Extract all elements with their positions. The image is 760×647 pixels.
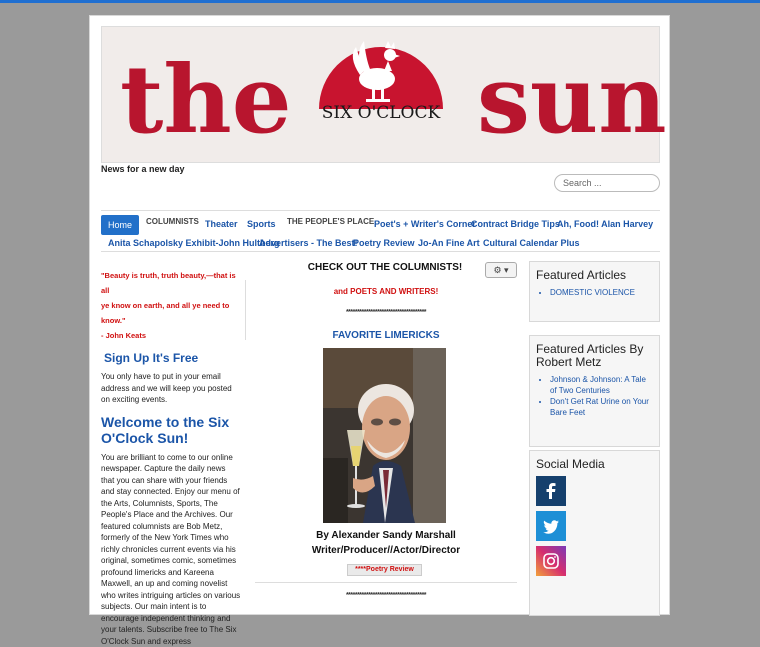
left-sidebar: [101, 268, 241, 616]
metz-articles-title: Featured Articles By Robert Metz: [536, 343, 653, 369]
asterisk-divider: ************************************: [255, 309, 517, 316]
asterisk-divider-bottom: ************************************: [255, 592, 517, 599]
welcome-text: You are brilliant to come to our online newspaper. Capture the daily news that you can share with your friends and stay connected. Enjoy our menu of the Arts, Columnists, Sports, The People's Place and the Archives. Our featured columnists are Bob Metz, formerly of the New York Times who richly chronicles current events via his original, sometimes comic, sometimes profound limericks and Kareena Maxwell, an up and coming novelist who writes intriguing articles on various subjects. Our main intent is to encourage independent thinking and your talents. Subscribe free to The Six O'Clock Sun and express: [101, 452, 241, 647]
facebook-icon[interactable]: [536, 476, 566, 506]
keats-quote: [101, 268, 241, 343]
browser-top-accent: [0, 0, 760, 3]
instagram-icon[interactable]: [536, 546, 566, 576]
author-byline: [255, 528, 517, 558]
banner-six-oclock: SIX O'CLOCK: [322, 103, 441, 123]
menu-jo-an-fine-art[interactable]: Jo-An Fine Art: [418, 238, 480, 248]
quote-line: ye know on earth, and all ye need to: [101, 298, 241, 313]
menu-sports[interactable]: Sports: [247, 219, 276, 229]
banner-word-right: sun: [477, 45, 667, 155]
limericks-link[interactable]: FAVORITE LIMERICKS: [255, 330, 517, 341]
quote-author: - John Keats: [101, 328, 241, 343]
menu-columnists[interactable]: COLUMNISTS: [146, 217, 199, 226]
main-menu: [101, 210, 660, 252]
chevron-down-icon: ▾: [504, 265, 509, 275]
poets-writers-link[interactable]: and POETS AND WRITERS!: [255, 287, 517, 296]
menu-poetry-review[interactable]: Poetry Review: [353, 238, 415, 248]
banner-word-left: the: [120, 45, 292, 155]
social-media-widget: [529, 450, 660, 616]
content-divider: [255, 582, 517, 583]
menu-contract-bridge-tips[interactable]: Contract Bridge Tips: [471, 219, 560, 229]
banner-logo: [102, 27, 661, 164]
welcome-title: Welcome to the Six O'Clock Sun!: [101, 414, 241, 446]
menu-ah-food[interactable]: Ah, Food! Alan Harvey: [557, 219, 653, 229]
quote-line: "Beauty is truth, truth beauty,—that is all: [101, 268, 241, 298]
gear-icon: ⚙: [493, 265, 501, 275]
search-input[interactable]: [554, 174, 660, 192]
menu-peoples-place[interactable]: THE PEOPLE'S PLACE: [287, 217, 374, 226]
signup-title[interactable]: Sign Up It's Free: [101, 351, 241, 365]
metz-article-link[interactable]: • Don't Get Rat Urine on Your Bare Feet: [550, 397, 653, 418]
menu-cultural-calendar[interactable]: Cultural Calendar Plus: [483, 238, 580, 248]
menu-anita-exhibit[interactable]: Anita Schapolsky Exhibit-John Hultberg: [108, 238, 280, 248]
signup-text: You only have to put in your email address and we will keep you posted on exciting events.: [101, 371, 241, 406]
author-roles: Writer/Producer//Actor/Director: [255, 543, 517, 558]
social-media-title: Social Media: [536, 458, 653, 471]
metz-article-link[interactable]: • Johnson & Johnson: A Tale of Two Centuries: [550, 375, 653, 396]
menu-poets-writers-corner[interactable]: Poet's + Writer's Corner: [374, 219, 476, 229]
menu-home[interactable]: Home: [101, 215, 139, 235]
page-container: [89, 15, 670, 615]
settings-dropdown-button[interactable]: [485, 262, 517, 278]
columnists-heading: CHECK OUT THE COLUMNISTS!: [285, 262, 485, 273]
site-tagline: News for a new day: [101, 164, 185, 174]
twitter-icon[interactable]: [536, 511, 566, 541]
menu-theater[interactable]: Theater: [205, 219, 238, 229]
author-name: By Alexander Sandy Marshall: [255, 528, 517, 543]
quote-line: know.": [101, 313, 241, 328]
menu-advertisers[interactable]: Advertisers - The Best!: [259, 238, 358, 248]
author-photo: [323, 348, 446, 523]
site-banner[interactable]: [101, 26, 660, 163]
sidebar-divider: [245, 280, 246, 340]
poetry-review-button[interactable]: ****Poetry Review: [347, 564, 422, 576]
featured-articles-widget: [529, 261, 660, 322]
metz-articles-widget: [529, 335, 660, 447]
featured-articles-title: Featured Articles: [536, 269, 653, 282]
featured-article-link[interactable]: • DOMESTIC VIOLENCE: [550, 288, 653, 299]
